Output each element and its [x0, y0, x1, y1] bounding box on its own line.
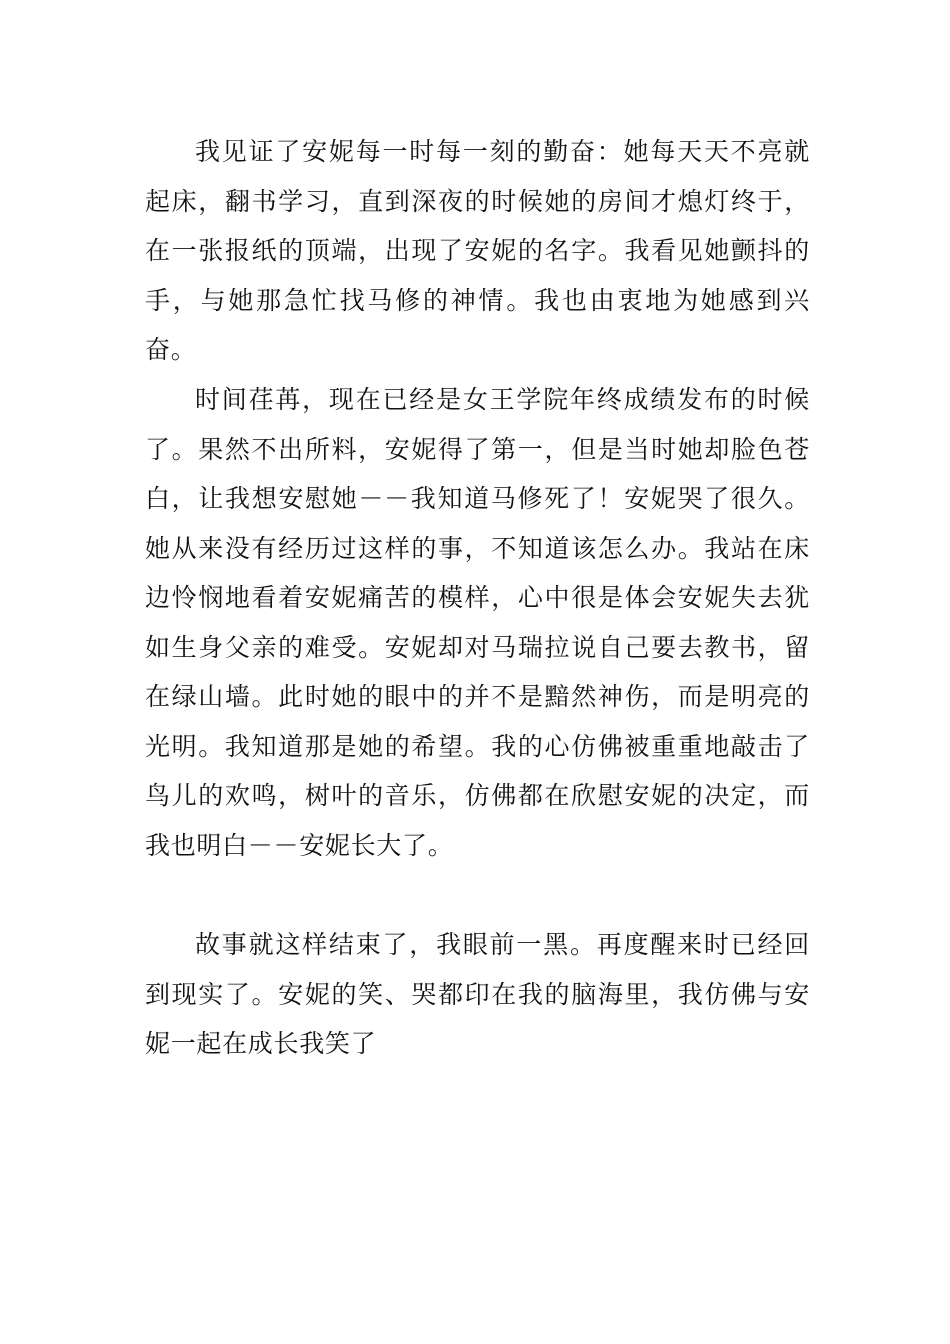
- paragraph-diligence: 我见证了安妮每一时每一刻的勤奋：她每天天不亮就起床，翻书学习，直到深夜的时候她的房间才熄灯终于，在一张报纸的顶端，出现了安妮的名字。我看见她颤抖的手，与她那急忙找马修的神情。我也由衷地为她感到兴奋。: [145, 137, 810, 364]
- paragraph-ending: 故事就这样结束了，我眼前一黑。再度醒来时已经回到现实了。安妮的笑、哭都印在我的脑海里，我仿佛与安妮一起在成长我笑了: [145, 930, 810, 1058]
- paragraph-graduation: 时间荏苒，现在已经是女王学院年终成绩发布的时候了。果然不出所料，安妮得了第一，但是当时她却脸色苍白，让我想安慰她－－我知道马修死了！安妮哭了很久。她从来没有经历过这样的事，不知道该怎么办。我站在床边怜悯地看着安妮痛苦的模样，心中很是体会安妮失去犹如生身父亲的难受。安妮却对马瑞拉说自己要去教书，留在绿山墙。此时她的眼中的并不是黯然神伤，而是明亮的光明。我知道那是她的希望。我的心仿佛被重重地敲击了鸟儿的欢鸣，树叶的音乐，仿佛都在欣慰安妮的决定，而我也明白－－安妮长大了。: [145, 385, 810, 860]
